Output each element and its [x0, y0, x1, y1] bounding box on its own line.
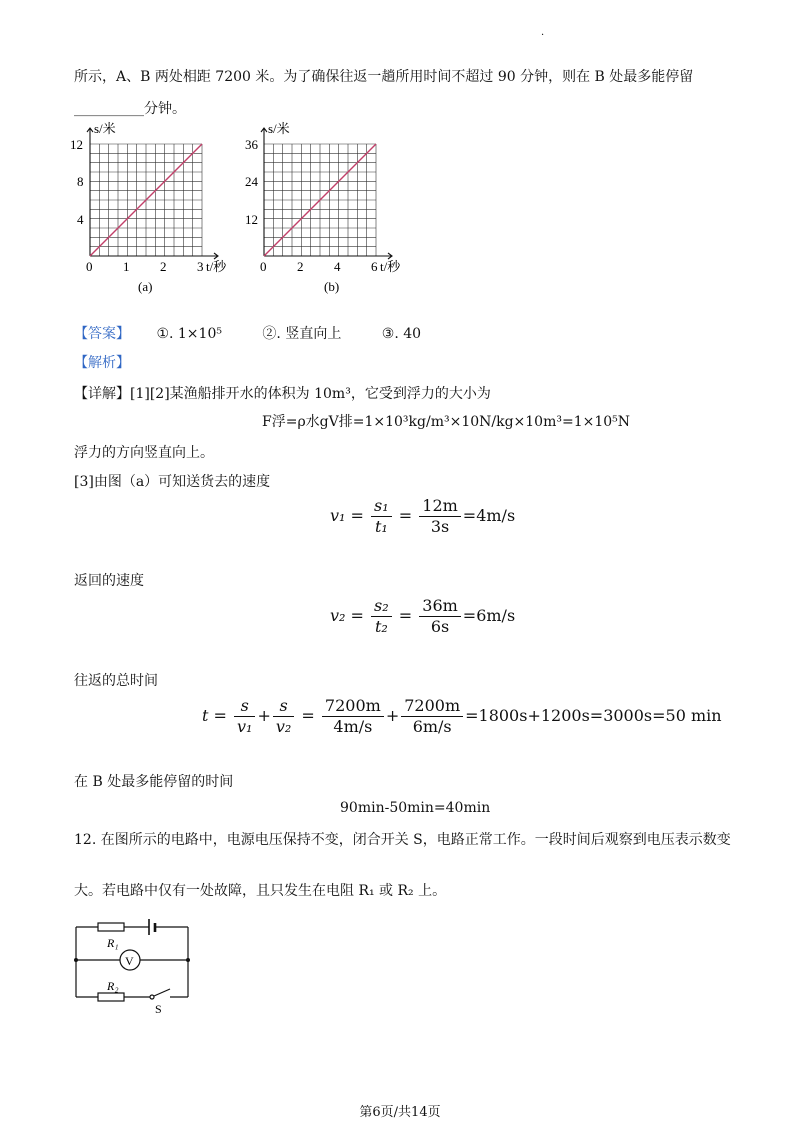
v1-formula — [330, 496, 515, 537]
graph-a-xtick: 2 — [160, 259, 167, 274]
switch-pivot — [150, 995, 154, 999]
q12-line-2: 大。若电路中仅有一处故障，且只发生在电阻 R₁ 或 R₂ 上。 — [74, 883, 447, 899]
graph-a-caption: (a) — [138, 279, 153, 294]
step-3-text: [3]由图（a）可知送货去的速度 — [74, 474, 271, 490]
switch-label: S — [155, 1002, 162, 1015]
answer-2: ②. 竖直向上 — [262, 326, 342, 342]
graph-a-xtick: 1 — [123, 259, 130, 274]
graph-b-ytick: 24 — [245, 174, 258, 189]
stay-time-label: 在 B 处最多能停留的时间 — [74, 774, 234, 790]
buoyancy-formula: F浮=ρ水gV排=1×10³kg/m³×10N/kg×10m³=1×10⁵N — [262, 414, 631, 430]
graph-b-xtick: 4 — [334, 259, 341, 274]
v2-formula — [330, 596, 515, 637]
t-lhs: t = — [202, 706, 227, 725]
graph-b-xtick: 0 — [260, 259, 267, 274]
total-time-formula — [202, 696, 722, 737]
graph-b-xtick: 6 — [371, 259, 378, 274]
analysis-tag: 【解析】 — [74, 355, 130, 371]
answer-tag: 【答案】 — [74, 326, 130, 342]
resistor-r2 — [98, 993, 124, 1001]
graph-a-xlabel: t/秒 — [206, 259, 227, 274]
answer-3: ③. 40 — [381, 326, 422, 342]
graph-a-ytick: 8 — [77, 174, 84, 189]
buoyancy-direction: 浮力的方向竖直向上。 — [74, 445, 214, 461]
graph-b-ytick: 36 — [245, 137, 258, 152]
t-fraction-3: $\frac{7200m}{4m/s}$ — [322, 696, 384, 737]
graph-a-ytick: 4 — [77, 212, 84, 227]
graph-a-ytick: 12 — [70, 137, 83, 152]
t-equals: = — [301, 706, 315, 725]
r2-label: R₂ — [107, 979, 119, 993]
t-fraction-4: $\frac{7200m}{6m/s}$ — [401, 696, 463, 737]
t-plus-2: + — [385, 706, 400, 725]
v1-fraction-numeric: $\frac{12m}{3s}$ — [419, 496, 461, 537]
v1-equals: = — [398, 506, 413, 525]
v2-fraction-numeric: $\frac{36m}{6s}$ — [419, 596, 461, 637]
answer-line — [74, 323, 421, 343]
graph-a-xtick: 3 — [197, 259, 204, 274]
resistor-r1 — [98, 923, 124, 931]
t-plus: + — [257, 706, 271, 725]
v2-equals: = — [398, 606, 413, 625]
graph-b-xlabel: t/秒 — [380, 259, 401, 274]
graph-a — [66, 118, 246, 298]
t-fraction-2: $\frac{s}{\text{v₂}}$ — [273, 696, 294, 737]
v1-lhs: v₁ = — [330, 506, 364, 525]
detail-line-1: 【详解】[1][2]某渔船排开水的体积为 10m³，它受到浮力的大小为 — [74, 386, 491, 402]
graph-b-caption: (b) — [324, 279, 340, 294]
v2-result: =6m/s — [462, 606, 516, 625]
page-dot: · — [541, 30, 545, 41]
v2-fraction-symbolic: $\frac{\text{s₂}}{\text{t₂}}$ — [371, 596, 392, 637]
graph-a-ylabel: s/米 — [94, 121, 116, 136]
r1-label: R₁ — [107, 936, 119, 950]
circuit-diagram — [70, 915, 200, 1015]
v2-lhs: v₂ = — [330, 606, 364, 625]
graph-b-ytick: 12 — [245, 212, 258, 227]
graph-b — [240, 118, 430, 298]
graph-b-ylabel: s/米 — [268, 121, 290, 136]
stay-time-formula: 90min-50min=40min — [340, 800, 491, 816]
answer-blank: __________ — [74, 101, 144, 117]
t-result: =1800s+1200s=3000s=50 min — [465, 706, 722, 725]
graph-a-xtick: 0 — [86, 259, 93, 274]
t-fraction-1: $\frac{s}{\text{v₁}}$ — [234, 696, 255, 737]
problem-line-2-suffix: 分钟。 — [144, 101, 186, 117]
graph-b-xtick: 2 — [297, 259, 304, 274]
answer-1: ①. 1×10⁵ — [156, 326, 222, 342]
voltmeter-label: V — [125, 954, 134, 968]
problem-line-2 — [74, 98, 186, 118]
switch-blade — [154, 989, 170, 996]
return-speed-label: 返回的速度 — [74, 573, 144, 589]
v1-result: =4m/s — [462, 506, 516, 525]
q12-line-1: 12. 在图所示的电路中，电源电压保持不变，闭合开关 S，电路正常工作。一段时间后观察到电压表示数变 — [74, 832, 731, 848]
page-footer: 第6页/共14页 — [359, 1105, 441, 1120]
total-time-label: 往返的总时间 — [74, 673, 158, 689]
problem-line-1: 所示，A、B 两处相距 7200 米。为了确保往返一趟所用时间不超过 90 分钟，则在 B 处最多能停留 — [74, 69, 694, 85]
v1-fraction-symbolic: $\frac{\text{s₁}}{\text{t₁}}$ — [371, 496, 392, 537]
